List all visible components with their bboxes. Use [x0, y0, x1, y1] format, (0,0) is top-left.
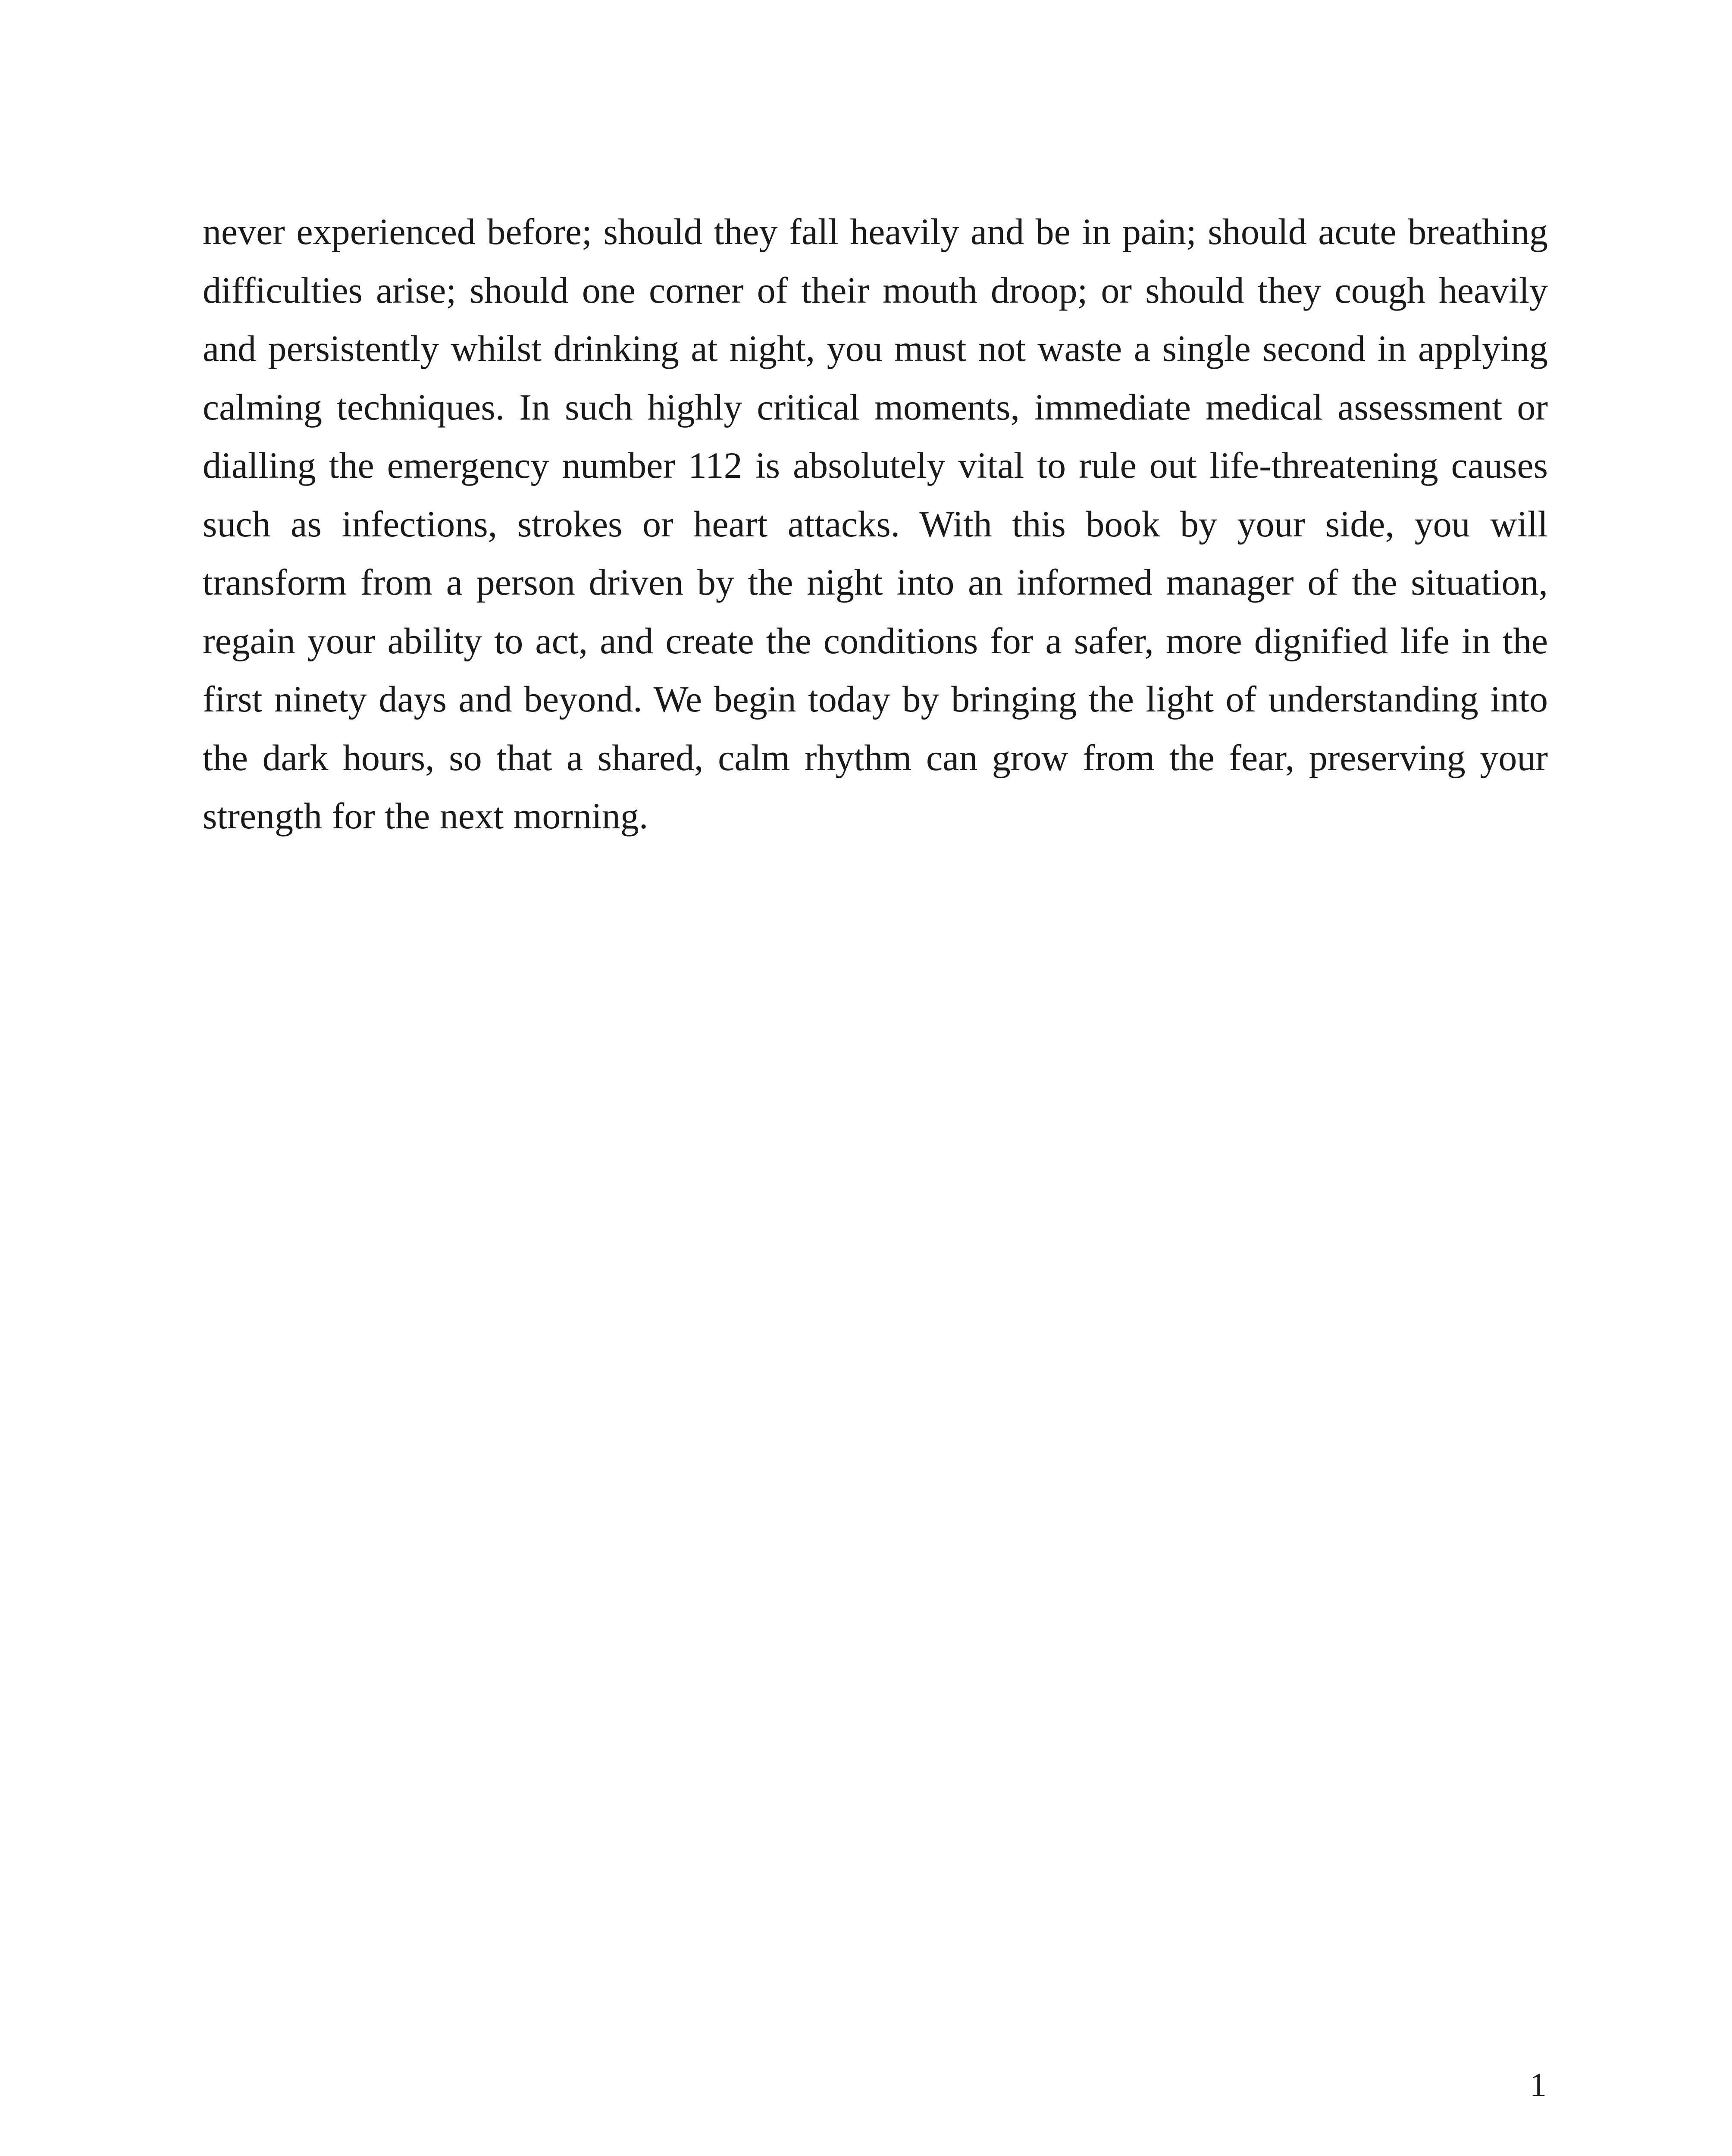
page-number: 1 — [1530, 2066, 1547, 2103]
body-paragraph: never experienced before; should they fall heavily and be in pain; should acute breathing difficulties arise; should one corner of their mouth droop; or should they cough heavily and persistently whilst drinking at night, you must not waste a single second in applying calming techniques. In such highly critical moments, immediate medical assessment or dialling the emergency number 112 is absolutely vital to rule out life-threatening causes such as infections, strokes or heart attacks. With this book by your side, you will transform from a person driven by the night into an informed manager of the situation, regain your ability to act, and create the conditions for a safer, more dignified life in the first ninety days and beyond. We begin today by bringing the light of understanding into the dark hours, so that a shared, calm rhythm can grow from the fear, preserving your strength for the next morning. — [203, 211, 1548, 837]
